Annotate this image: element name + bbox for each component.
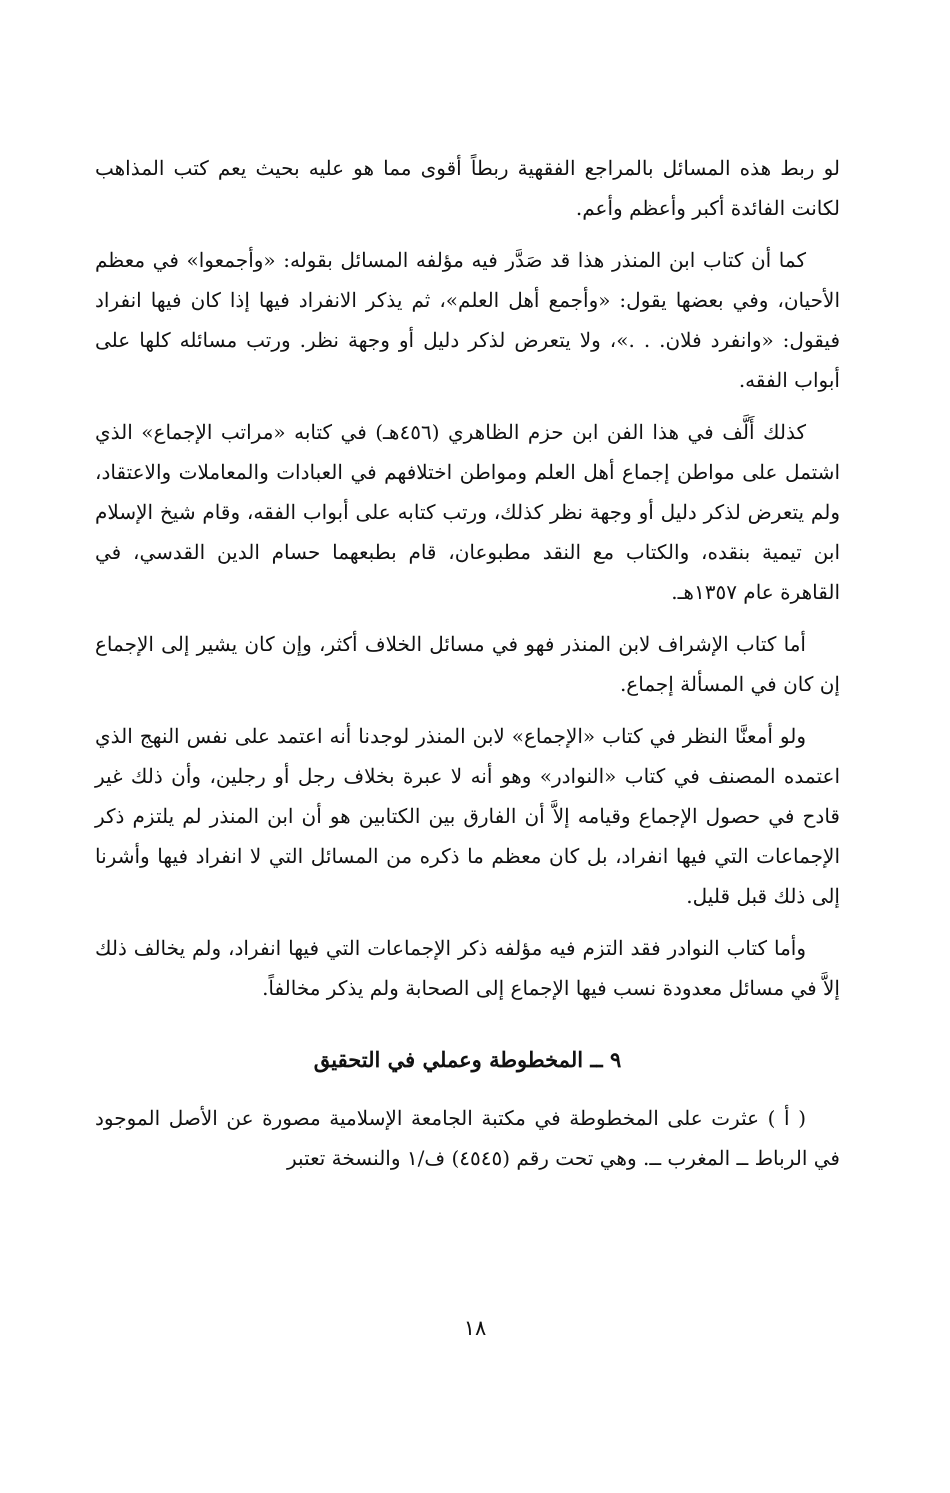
page-number: ١٨ [463,1316,487,1340]
paragraph-1: لو ربط هذه المسائل بالمراجع الفقهية ربطاً أقوى مما هو عليه بحيث يعم كتب المذاهب لكانت الفائدة أكبر وأعظم وأعم. [95,156,840,220]
paragraph-4: أما كتاب الإشراف لابن المنذر فهو في مسائل الخلاف أكثر، وإن كان يشير إلى الإجماع إن كان في المسألة إجماع. [95,632,840,696]
section-paragraph: ( أ ) عثرت على المخطوطة في مكتبة الجامعة الإسلامية مصورة عن الأصل الموجود في الرباط ــ المغرب ــ. وهي تحت رقم (٤٥٤٥) ف/١ والنسخة تعتبر [95,1106,840,1170]
paragraph-5: ولو أمعنَّا النظر في كتاب «الإجماع» لابن المنذر لوجدنا أنه اعتمد على نفس النهج الذي اعتمده المصنف في كتاب «النوادر» وهو أنه لا عبرة بخلاف رجل أو رجلين، وأن ذلك غير قادح في حصول الإجماع وقيامه إلاَّ أن الفارق بين الكتابين هو أن ابن المنذر لم يلتزم ذكر الإجماعات التي فيها انفراد، بل كان معظم ما ذكره من المسائل التي لا انفراد فيها وأشرنا إلى ذلك قبل قليل. [95,724,840,908]
paragraph-2: كما أن كتاب ابن المنذر هذا قد صَدَّر فيه مؤلفه المسائل بقوله: «وأجمعوا» في معظم الأحيان، وفي بعضها يقول: «وأجمع أهل العلم»، ثم يذكر الانفراد فيها إذا كان فيها انفراد فيقول: «وانفرد فلان. . .»، ولا يتعرض لذكر دليل أو وجهة نظر. ورتب مسائله كلها على أبواب الفقه. [95,248,840,392]
section-heading: ٩ ــ المخطوطة وعملي في التحقيق [313,1047,622,1072]
paragraph-6: وأما كتاب النوادر فقد التزم فيه مؤلفه ذكر الإجماعات التي فيها انفراد، ولم يخالف ذلك إلاَّ في مسائل معدودة نسب فيها الإجماع إلى الصحابة ولم يذكر مخالفاً. [95,936,840,1000]
page-body-text [95,148,840,1190]
paragraph-3: كذلك أَلَّف في هذا الفن ابن حزم الظاهري (٤٥٦هـ) في كتابه «مراتب الإجماع» الذي اشتمل على مواطن إجماع أهل العلم ومواطن اختلافهم في العبادات والمعاملات والاعتقاد، ولم يتعرض لذكر دليل أو وجهة نظر كذلك، ورتب كتابه على أبواب الفقه، وقام شيخ الإسلام ابن تيمية بنقده، والكتاب مع النقد مطبوعان، قام بطبعهما حسام الدين القدسي، في القاهرة عام ١٣٥٧هـ. [95,420,840,604]
